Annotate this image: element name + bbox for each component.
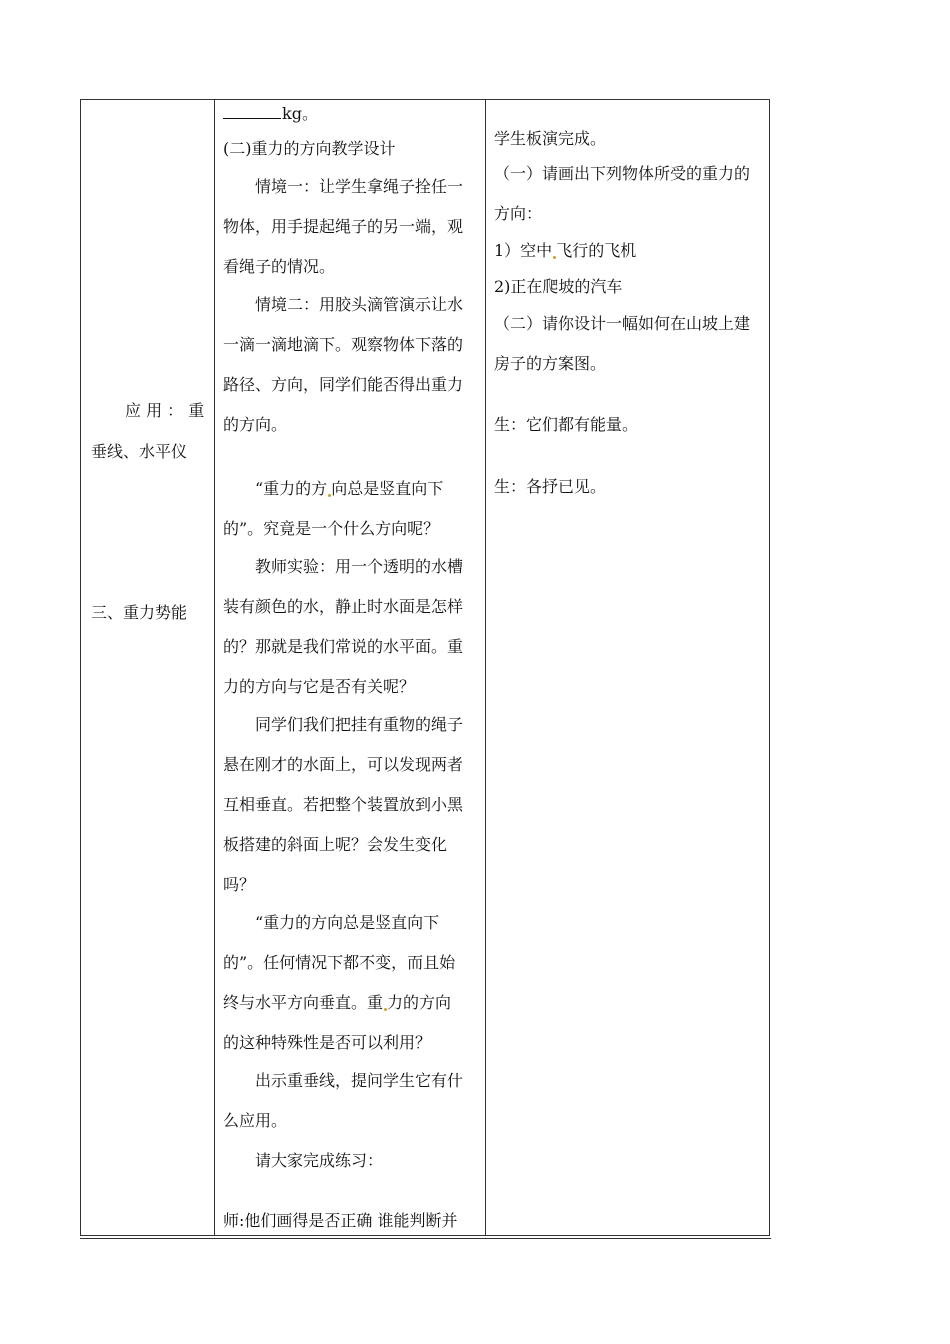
experiment-line2: 装有颜色的水，静止时水面是怎样: [223, 597, 464, 616]
rope-line5: 吗？: [223, 875, 256, 894]
scenario2-line3: 路径、方向，同学们能否得出重力: [223, 375, 464, 394]
plumb-line2: 么应用。: [223, 1111, 288, 1130]
rope-line4: 板搭建的斜面上呢？会发生变化: [223, 835, 448, 854]
task2-line2: 房子的方案图。: [494, 354, 607, 373]
experiment-line1: 教师实验：用一个透明的水槽: [255, 557, 464, 576]
question1-line2: 的”。究竟是一个什么方向呢？: [223, 519, 440, 538]
table-bottom-border: [80, 1238, 771, 1239]
scenario1-line1: 情境一：让学生拿绳子拴任一: [255, 177, 464, 196]
task2-line1: （二）请你设计一幅如何在山坡上建: [494, 314, 751, 333]
experiment-line4: 力的方向与它是否有关呢？: [223, 677, 416, 696]
task1-line1: （一）请画出下列物体所受的重力的: [494, 164, 751, 183]
question1-line1: “重力的方 向总是竖直向下: [255, 479, 444, 498]
app-label-line2: 垂线、水平仪: [91, 442, 188, 461]
student-answer1: 生：它们都有能量。: [494, 415, 639, 434]
stage-column: [81, 100, 214, 1235]
scenario1-line2: 物体，用手提起绳子的另一端，观: [223, 217, 464, 236]
answer-blank: [223, 106, 281, 119]
experiment-line3: 的？那就是我们常说的水平面。重: [223, 637, 464, 656]
rope-line2: 悬在刚才的水面上，可以发现两者: [223, 755, 464, 774]
rope-line3: 互相垂直。若把整个装置放到小黑: [223, 795, 464, 814]
lesson-table: [80, 99, 770, 1236]
question2-line1: “重力的方向总是竖直向下: [255, 913, 440, 932]
scenario2-line1: 情境二：用胶头滴管演示让水: [255, 295, 464, 314]
task1-item1: 1）空中 飞行的飞机: [494, 241, 637, 260]
rope-line1: 同学们我们把挂有重物的绳子: [255, 715, 464, 734]
task1-line2: 方向：: [494, 204, 543, 223]
scenario2-line4: 的方向。: [223, 415, 288, 434]
student-answer2: 生：各抒已见。: [494, 477, 607, 496]
plumb-line1: 出示重垂线，提问学生它有什: [255, 1071, 464, 1090]
direction-heading: (二)重力的方向教学设计: [223, 139, 396, 158]
question2-line4: 的这种特殊性是否可以利用？: [223, 1033, 432, 1052]
task1-item2: 2)正在爬坡的汽车: [494, 277, 623, 296]
teacher-line: 师:他们画得是否正确 谁能判断并: [223, 1211, 458, 1230]
practice-line: 请大家完成练习：: [255, 1151, 384, 1170]
board-line: 学生板演完成。: [494, 129, 607, 148]
app-label-line1: 应 用 ： 重: [125, 401, 205, 420]
unit-answer-line: kg。: [223, 106, 318, 122]
teacher-activity-column: [215, 100, 485, 1235]
student-activity-column: [486, 100, 769, 1235]
scenario1-line3: 看绳子的情况。: [223, 257, 336, 276]
question2-line2: 的”。任何情况下都不变，而且始: [223, 953, 456, 972]
question2-line3: 终与水平方向垂直。重 力的方向: [223, 993, 452, 1012]
section-three-label: 三、重力势能: [91, 603, 188, 622]
scenario2-line2: 一滴一滴地滴下。观察物体下落的: [223, 335, 464, 354]
